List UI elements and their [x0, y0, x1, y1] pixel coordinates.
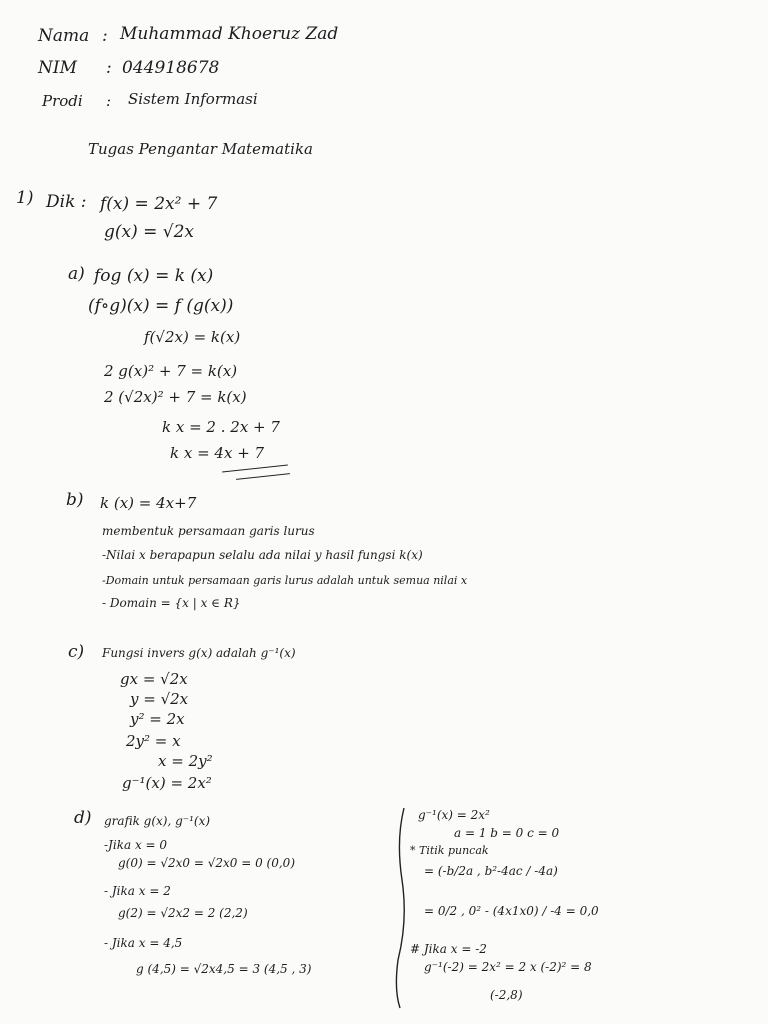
nim-label: NIM: [38, 58, 77, 78]
part-d-right-line: # Jika x = -2: [410, 942, 487, 956]
part-d-right-line: = 0/2 , 0² - (4x1x0) / -4 = 0,0: [424, 904, 599, 918]
nama-label: Nama: [38, 26, 90, 46]
part-d-line: g (4,5) = √2x4,5 = 3 (4,5 , 3): [136, 962, 312, 976]
part-a-line: 2 (√2x)² + 7 = k(x): [104, 388, 247, 406]
part-b-line: - Domain = {x | x ∈ R}: [102, 596, 241, 610]
part-a-label: a): [68, 264, 85, 284]
part-d-right-line: g⁻¹(x) = 2x²: [418, 808, 490, 822]
part-d-line: g(0) = √2x0 = √2x0 = 0 (0,0): [118, 856, 295, 870]
part-c-line: x = 2y²: [158, 752, 213, 770]
prodi-sep: :: [106, 92, 112, 110]
part-b-head: k (x) = 4x+7: [100, 494, 197, 512]
part-b-line: membentuk persamaan garis lurus: [102, 524, 315, 538]
part-d-line: - Jika x = 4,5: [104, 936, 183, 950]
prodi-label: Prodi: [42, 92, 83, 110]
part-c-head: Fungsi invers g(x) adalah g⁻¹(x): [102, 646, 296, 660]
part-c-line: gx = √2x: [120, 670, 188, 688]
part-a-line: fog (x) = k (x): [94, 266, 214, 286]
part-d-right-line: (-2,8): [490, 988, 523, 1002]
dik-label: Dik :: [46, 192, 87, 212]
part-c-label: c): [68, 642, 85, 662]
page-title: Tugas Pengantar Matematika: [88, 140, 313, 158]
part-d-right-line: * Titik puncak: [410, 844, 489, 857]
part-d-right-line: = (-b/2a , b²-4ac / -4a): [424, 864, 558, 878]
part-d-line: - Jika x = 2: [104, 884, 171, 898]
part-d-line: -Jika x = 0: [104, 838, 168, 852]
part-d-head: grafik g(x), g⁻¹(x): [104, 814, 211, 828]
prodi-value: Sistem Informasi: [128, 90, 258, 108]
part-b-line: -Nilai x berapapun selalu ada nilai y hasil fungsi k(x): [102, 548, 423, 562]
part-c-line: 2y² = x: [126, 732, 181, 750]
part-c-line: y² = 2x: [130, 710, 185, 728]
part-b-label: b): [66, 490, 84, 510]
nama-value: Muhammad Khoeruz Zad: [120, 24, 339, 44]
part-c-line: y = √2x: [130, 690, 189, 708]
part-a-line: f(√2x) = k(x): [144, 328, 241, 346]
part-a-line: (f∘g)(x) = f (g(x)): [88, 296, 234, 316]
nim-value: 044918678: [122, 58, 220, 78]
part-a-line: k x = 4x + 7: [170, 444, 265, 462]
part-a-line: k x = 2 . 2x + 7: [162, 418, 280, 436]
part-b-line: -Domain untuk persamaan garis lurus adalah untuk semua nilai x: [102, 574, 468, 587]
part-d-right-line: g⁻¹(-2) = 2x² = 2 x (-2)² = 8: [424, 960, 592, 974]
part-a-line: 2 g(x)² + 7 = k(x): [104, 362, 238, 380]
part-d-line: g(2) = √2x2 = 2 (2,2): [118, 906, 248, 920]
part-d-right-line: a = 1 b = 0 c = 0: [454, 826, 560, 840]
nama-sep: :: [102, 26, 108, 46]
part-c-line: g⁻¹(x) = 2x²: [122, 774, 212, 792]
f-definition: f(x) = 2x² + 7: [100, 194, 218, 214]
nim-sep: :: [106, 58, 112, 78]
part-d-label: d): [74, 808, 92, 828]
question-number: 1): [16, 188, 34, 208]
g-definition: g(x) = √2x: [104, 222, 195, 242]
